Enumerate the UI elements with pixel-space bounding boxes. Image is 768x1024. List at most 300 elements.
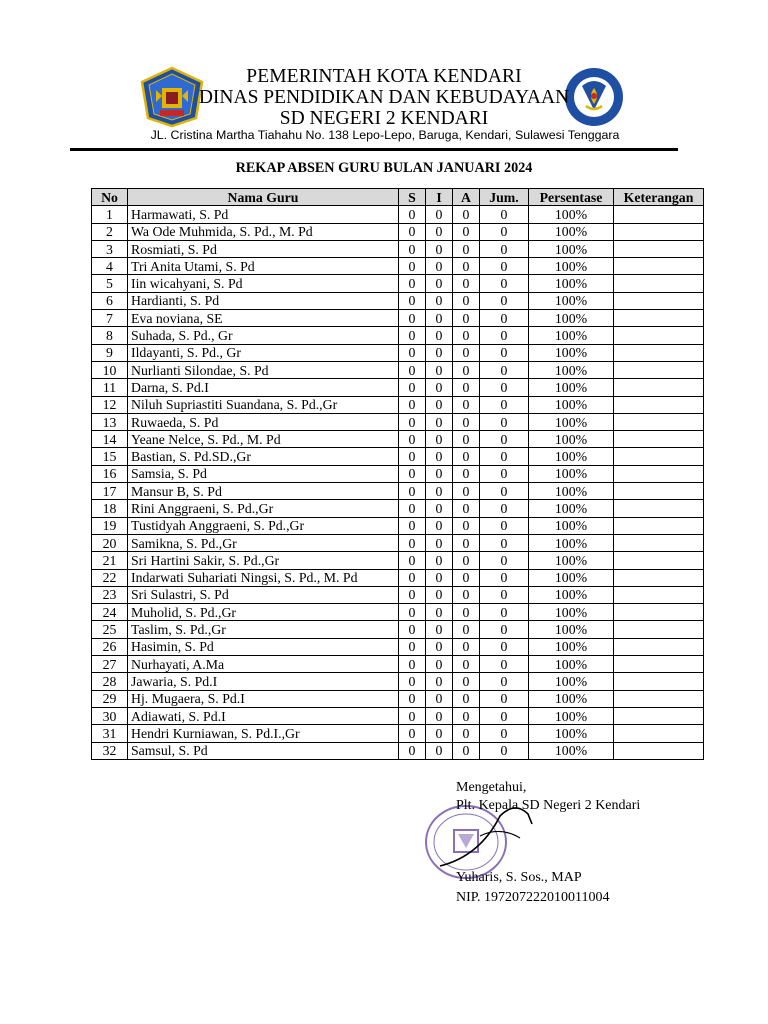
cell-i: 0 bbox=[426, 327, 453, 344]
table-row bbox=[92, 379, 704, 396]
cell-keterangan bbox=[614, 344, 704, 361]
cell-s: 0 bbox=[399, 275, 426, 292]
cell-no: 29 bbox=[92, 690, 128, 707]
signature-acknowledged: Mengetahui, bbox=[456, 780, 527, 795]
table-row bbox=[92, 725, 704, 742]
cell-nama-guru: Darna, S. Pd.I bbox=[128, 379, 399, 396]
cell-jum: 0 bbox=[480, 361, 529, 378]
cell-s: 0 bbox=[399, 344, 426, 361]
cell-keterangan bbox=[614, 448, 704, 465]
cell-keterangan bbox=[614, 483, 704, 500]
cell-persentase: 100% bbox=[529, 534, 614, 551]
table-row bbox=[92, 673, 704, 690]
table-row bbox=[92, 361, 704, 378]
cell-s: 0 bbox=[399, 707, 426, 724]
cell-s: 0 bbox=[399, 638, 426, 655]
table-row bbox=[92, 517, 704, 534]
table-row bbox=[92, 604, 704, 621]
cell-keterangan bbox=[614, 431, 704, 448]
cell-jum: 0 bbox=[480, 431, 529, 448]
cell-s: 0 bbox=[399, 742, 426, 759]
cell-jum: 0 bbox=[480, 500, 529, 517]
cell-keterangan bbox=[614, 725, 704, 742]
cell-nama-guru: Sri Hartini Sakir, S. Pd.,Gr bbox=[128, 552, 399, 569]
cell-keterangan bbox=[614, 465, 704, 482]
cell-s: 0 bbox=[399, 310, 426, 327]
cell-i: 0 bbox=[426, 379, 453, 396]
cell-no: 19 bbox=[92, 517, 128, 534]
cell-s: 0 bbox=[399, 500, 426, 517]
column-header-persentase: Persentase bbox=[529, 189, 614, 206]
cell-a: 0 bbox=[453, 206, 480, 223]
cell-keterangan bbox=[614, 707, 704, 724]
cell-no: 25 bbox=[92, 621, 128, 638]
cell-i: 0 bbox=[426, 707, 453, 724]
cell-no: 22 bbox=[92, 569, 128, 586]
header-address: JL. Cristina Martha Tiahahu No. 138 Lepo-Lepo, Baruga, Kendari, Sulawesi Tenggara bbox=[150, 128, 620, 142]
cell-no: 20 bbox=[92, 534, 128, 551]
cell-jum: 0 bbox=[480, 275, 529, 292]
cell-i: 0 bbox=[426, 656, 453, 673]
cell-a: 0 bbox=[453, 344, 480, 361]
signature-name: Yuharis, S. Sos., MAP bbox=[456, 870, 582, 885]
cell-nama-guru: Rini Anggraeni, S. Pd.,Gr bbox=[128, 500, 399, 517]
table-row bbox=[92, 396, 704, 413]
table-row bbox=[92, 742, 704, 759]
cell-no: 28 bbox=[92, 673, 128, 690]
cell-persentase: 100% bbox=[529, 500, 614, 517]
table-row bbox=[92, 569, 704, 586]
cell-persentase: 100% bbox=[529, 569, 614, 586]
cell-keterangan bbox=[614, 742, 704, 759]
header-department: DINAS PENDIDIKAN DAN KEBUDAYAAN bbox=[198, 87, 570, 108]
cell-jum: 0 bbox=[480, 413, 529, 430]
cell-i: 0 bbox=[426, 569, 453, 586]
cell-s: 0 bbox=[399, 673, 426, 690]
table-row bbox=[92, 344, 704, 361]
cell-s: 0 bbox=[399, 292, 426, 309]
table-row bbox=[92, 310, 704, 327]
cell-keterangan bbox=[614, 396, 704, 413]
cell-no: 5 bbox=[92, 275, 128, 292]
cell-persentase: 100% bbox=[529, 552, 614, 569]
cell-i: 0 bbox=[426, 448, 453, 465]
cell-jum: 0 bbox=[480, 621, 529, 638]
cell-i: 0 bbox=[426, 310, 453, 327]
cell-a: 0 bbox=[453, 379, 480, 396]
cell-i: 0 bbox=[426, 344, 453, 361]
cell-persentase: 100% bbox=[529, 396, 614, 413]
cell-s: 0 bbox=[399, 223, 426, 240]
cell-jum: 0 bbox=[480, 656, 529, 673]
table-row bbox=[92, 292, 704, 309]
cell-a: 0 bbox=[453, 327, 480, 344]
cell-jum: 0 bbox=[480, 448, 529, 465]
cell-keterangan bbox=[614, 534, 704, 551]
cell-jum: 0 bbox=[480, 707, 529, 724]
cell-keterangan bbox=[614, 638, 704, 655]
cell-jum: 0 bbox=[480, 690, 529, 707]
cell-nama-guru: Tustidyah Anggraeni, S. Pd.,Gr bbox=[128, 517, 399, 534]
table-row bbox=[92, 621, 704, 638]
table-row bbox=[92, 483, 704, 500]
cell-a: 0 bbox=[453, 638, 480, 655]
cell-a: 0 bbox=[453, 500, 480, 517]
cell-nama-guru: Jawaria, S. Pd.I bbox=[128, 673, 399, 690]
table-row bbox=[92, 258, 704, 275]
cell-keterangan bbox=[614, 292, 704, 309]
table-row bbox=[92, 656, 704, 673]
table-row bbox=[92, 223, 704, 240]
cell-i: 0 bbox=[426, 483, 453, 500]
cell-no: 1 bbox=[92, 206, 128, 223]
cell-s: 0 bbox=[399, 690, 426, 707]
cell-keterangan bbox=[614, 673, 704, 690]
cell-a: 0 bbox=[453, 552, 480, 569]
cell-nama-guru: Nurhayati, A.Ma bbox=[128, 656, 399, 673]
table-row bbox=[92, 586, 704, 603]
cell-s: 0 bbox=[399, 448, 426, 465]
header-divider bbox=[70, 148, 678, 151]
cell-s: 0 bbox=[399, 258, 426, 275]
column-header-a: A bbox=[453, 189, 480, 206]
cell-jum: 0 bbox=[480, 465, 529, 482]
cell-s: 0 bbox=[399, 413, 426, 430]
cell-a: 0 bbox=[453, 396, 480, 413]
cell-a: 0 bbox=[453, 673, 480, 690]
table-row bbox=[92, 465, 704, 482]
table-row bbox=[92, 534, 704, 551]
cell-a: 0 bbox=[453, 707, 480, 724]
cell-jum: 0 bbox=[480, 552, 529, 569]
cell-a: 0 bbox=[453, 240, 480, 257]
cell-persentase: 100% bbox=[529, 517, 614, 534]
signature-nip: NIP. 197207222010011004 bbox=[456, 890, 610, 905]
cell-i: 0 bbox=[426, 500, 453, 517]
signature-position: Plt. Kepala SD Negeri 2 Kendari bbox=[456, 798, 641, 813]
cell-keterangan bbox=[614, 586, 704, 603]
attendance-table-body bbox=[92, 206, 704, 760]
cell-persentase: 100% bbox=[529, 707, 614, 724]
cell-keterangan bbox=[614, 690, 704, 707]
cell-no: 31 bbox=[92, 725, 128, 742]
cell-persentase: 100% bbox=[529, 379, 614, 396]
cell-persentase: 100% bbox=[529, 292, 614, 309]
cell-i: 0 bbox=[426, 223, 453, 240]
cell-a: 0 bbox=[453, 465, 480, 482]
cell-persentase: 100% bbox=[529, 206, 614, 223]
cell-i: 0 bbox=[426, 690, 453, 707]
cell-a: 0 bbox=[453, 586, 480, 603]
cell-a: 0 bbox=[453, 361, 480, 378]
table-header-row bbox=[92, 189, 704, 206]
cell-nama-guru: Iin wicahyani, S. Pd bbox=[128, 275, 399, 292]
cell-nama-guru: Samsul, S. Pd bbox=[128, 742, 399, 759]
table-row bbox=[92, 552, 704, 569]
cell-jum: 0 bbox=[480, 569, 529, 586]
cell-s: 0 bbox=[399, 431, 426, 448]
cell-a: 0 bbox=[453, 483, 480, 500]
cell-no: 8 bbox=[92, 327, 128, 344]
cell-s: 0 bbox=[399, 656, 426, 673]
cell-no: 2 bbox=[92, 223, 128, 240]
cell-keterangan bbox=[614, 500, 704, 517]
cell-a: 0 bbox=[453, 275, 480, 292]
cell-no: 7 bbox=[92, 310, 128, 327]
cell-persentase: 100% bbox=[529, 638, 614, 655]
cell-jum: 0 bbox=[480, 379, 529, 396]
cell-a: 0 bbox=[453, 725, 480, 742]
cell-persentase: 100% bbox=[529, 448, 614, 465]
cell-nama-guru: Indarwati Suhariati Ningsi, S. Pd., M. Pd bbox=[128, 569, 399, 586]
cell-nama-guru: Niluh Supriastiti Suandana, S. Pd.,Gr bbox=[128, 396, 399, 413]
column-header-i: I bbox=[426, 189, 453, 206]
cell-s: 0 bbox=[399, 552, 426, 569]
cell-i: 0 bbox=[426, 725, 453, 742]
cell-i: 0 bbox=[426, 258, 453, 275]
cell-i: 0 bbox=[426, 292, 453, 309]
header-government: PEMERINTAH KOTA KENDARI bbox=[246, 66, 522, 87]
cell-persentase: 100% bbox=[529, 586, 614, 603]
cell-nama-guru: Bastian, S. Pd.SD.,Gr bbox=[128, 448, 399, 465]
cell-nama-guru: Taslim, S. Pd.,Gr bbox=[128, 621, 399, 638]
cell-nama-guru: Samikna, S. Pd.,Gr bbox=[128, 534, 399, 551]
cell-nama-guru: Samsia, S. Pd bbox=[128, 465, 399, 482]
cell-a: 0 bbox=[453, 448, 480, 465]
cell-i: 0 bbox=[426, 638, 453, 655]
cell-i: 0 bbox=[426, 240, 453, 257]
column-header-no: No bbox=[92, 189, 128, 206]
cell-no: 24 bbox=[92, 604, 128, 621]
cell-keterangan bbox=[614, 310, 704, 327]
cell-jum: 0 bbox=[480, 517, 529, 534]
table-row bbox=[92, 413, 704, 430]
cell-no: 21 bbox=[92, 552, 128, 569]
cell-no: 30 bbox=[92, 707, 128, 724]
cell-no: 23 bbox=[92, 586, 128, 603]
cell-nama-guru: Hasimin, S. Pd bbox=[128, 638, 399, 655]
table-row bbox=[92, 500, 704, 517]
table-row bbox=[92, 707, 704, 724]
cell-jum: 0 bbox=[480, 344, 529, 361]
cell-a: 0 bbox=[453, 621, 480, 638]
attendance-table bbox=[91, 188, 704, 760]
cell-s: 0 bbox=[399, 361, 426, 378]
column-header-jum: Jum. bbox=[480, 189, 529, 206]
cell-s: 0 bbox=[399, 725, 426, 742]
cell-s: 0 bbox=[399, 621, 426, 638]
cell-keterangan bbox=[614, 258, 704, 275]
cell-jum: 0 bbox=[480, 258, 529, 275]
cell-no: 32 bbox=[92, 742, 128, 759]
cell-persentase: 100% bbox=[529, 240, 614, 257]
table-row bbox=[92, 206, 704, 223]
cell-a: 0 bbox=[453, 690, 480, 707]
cell-no: 18 bbox=[92, 500, 128, 517]
cell-s: 0 bbox=[399, 206, 426, 223]
cell-persentase: 100% bbox=[529, 690, 614, 707]
cell-s: 0 bbox=[399, 240, 426, 257]
cell-persentase: 100% bbox=[529, 344, 614, 361]
cell-nama-guru: Hendri Kurniawan, S. Pd.I.,Gr bbox=[128, 725, 399, 742]
cell-nama-guru: Mansur B, S. Pd bbox=[128, 483, 399, 500]
cell-no: 3 bbox=[92, 240, 128, 257]
cell-i: 0 bbox=[426, 604, 453, 621]
cell-i: 0 bbox=[426, 361, 453, 378]
cell-jum: 0 bbox=[480, 396, 529, 413]
cell-i: 0 bbox=[426, 275, 453, 292]
table-row bbox=[92, 327, 704, 344]
cell-s: 0 bbox=[399, 534, 426, 551]
cell-persentase: 100% bbox=[529, 656, 614, 673]
cell-s: 0 bbox=[399, 396, 426, 413]
cell-a: 0 bbox=[453, 310, 480, 327]
table-row bbox=[92, 690, 704, 707]
cell-keterangan bbox=[614, 240, 704, 257]
cell-i: 0 bbox=[426, 552, 453, 569]
cell-nama-guru: Ruwaeda, S. Pd bbox=[128, 413, 399, 430]
table-row bbox=[92, 431, 704, 448]
cell-keterangan bbox=[614, 361, 704, 378]
cell-keterangan bbox=[614, 621, 704, 638]
cell-nama-guru: Adiawati, S. Pd.I bbox=[128, 707, 399, 724]
cell-persentase: 100% bbox=[529, 327, 614, 344]
cell-i: 0 bbox=[426, 534, 453, 551]
cell-persentase: 100% bbox=[529, 604, 614, 621]
cell-no: 9 bbox=[92, 344, 128, 361]
cell-s: 0 bbox=[399, 517, 426, 534]
cell-s: 0 bbox=[399, 604, 426, 621]
cell-persentase: 100% bbox=[529, 465, 614, 482]
cell-a: 0 bbox=[453, 431, 480, 448]
column-header-s: S bbox=[399, 189, 426, 206]
cell-i: 0 bbox=[426, 621, 453, 638]
cell-no: 27 bbox=[92, 656, 128, 673]
cell-jum: 0 bbox=[480, 223, 529, 240]
cell-a: 0 bbox=[453, 569, 480, 586]
cell-persentase: 100% bbox=[529, 413, 614, 430]
cell-s: 0 bbox=[399, 327, 426, 344]
cell-keterangan bbox=[614, 517, 704, 534]
cell-no: 10 bbox=[92, 361, 128, 378]
cell-s: 0 bbox=[399, 569, 426, 586]
cell-persentase: 100% bbox=[529, 621, 614, 638]
cell-i: 0 bbox=[426, 517, 453, 534]
cell-persentase: 100% bbox=[529, 223, 614, 240]
table-row bbox=[92, 275, 704, 292]
cell-i: 0 bbox=[426, 431, 453, 448]
cell-i: 0 bbox=[426, 586, 453, 603]
cell-persentase: 100% bbox=[529, 742, 614, 759]
cell-nama-guru: Nurlianti Silondae, S. Pd bbox=[128, 361, 399, 378]
cell-i: 0 bbox=[426, 396, 453, 413]
cell-s: 0 bbox=[399, 586, 426, 603]
cell-jum: 0 bbox=[480, 240, 529, 257]
cell-jum: 0 bbox=[480, 327, 529, 344]
cell-nama-guru: Muholid, S. Pd.,Gr bbox=[128, 604, 399, 621]
cell-a: 0 bbox=[453, 534, 480, 551]
cell-i: 0 bbox=[426, 673, 453, 690]
cell-keterangan bbox=[614, 223, 704, 240]
cell-nama-guru: Yeane Nelce, S. Pd., M. Pd bbox=[128, 431, 399, 448]
cell-no: 6 bbox=[92, 292, 128, 309]
cell-keterangan bbox=[614, 379, 704, 396]
cell-no: 15 bbox=[92, 448, 128, 465]
cell-keterangan bbox=[614, 656, 704, 673]
cell-nama-guru: Sri Sulastri, S. Pd bbox=[128, 586, 399, 603]
cell-nama-guru: Tri Anita Utami, S. Pd bbox=[128, 258, 399, 275]
column-header-nama-guru: Nama Guru bbox=[128, 189, 399, 206]
cell-jum: 0 bbox=[480, 292, 529, 309]
cell-keterangan bbox=[614, 569, 704, 586]
cell-persentase: 100% bbox=[529, 483, 614, 500]
cell-keterangan bbox=[614, 206, 704, 223]
table-row bbox=[92, 638, 704, 655]
cell-nama-guru: Eva noviana, SE bbox=[128, 310, 399, 327]
cell-a: 0 bbox=[453, 292, 480, 309]
cell-jum: 0 bbox=[480, 638, 529, 655]
cell-persentase: 100% bbox=[529, 673, 614, 690]
cell-no: 26 bbox=[92, 638, 128, 655]
cell-jum: 0 bbox=[480, 604, 529, 621]
cell-jum: 0 bbox=[480, 725, 529, 742]
cell-a: 0 bbox=[453, 604, 480, 621]
cell-nama-guru: Hj. Mugaera, S. Pd.I bbox=[128, 690, 399, 707]
cell-jum: 0 bbox=[480, 483, 529, 500]
cell-keterangan bbox=[614, 413, 704, 430]
table-row bbox=[92, 448, 704, 465]
cell-persentase: 100% bbox=[529, 310, 614, 327]
cell-nama-guru: Wa Ode Muhmida, S. Pd., M. Pd bbox=[128, 223, 399, 240]
cell-no: 4 bbox=[92, 258, 128, 275]
cell-jum: 0 bbox=[480, 586, 529, 603]
cell-nama-guru: Harmawati, S. Pd bbox=[128, 206, 399, 223]
cell-nama-guru: Hardianti, S. Pd bbox=[128, 292, 399, 309]
cell-i: 0 bbox=[426, 742, 453, 759]
cell-persentase: 100% bbox=[529, 725, 614, 742]
cell-no: 14 bbox=[92, 431, 128, 448]
cell-no: 11 bbox=[92, 379, 128, 396]
cell-nama-guru: Ildayanti, S. Pd., Gr bbox=[128, 344, 399, 361]
cell-nama-guru: Suhada, S. Pd., Gr bbox=[128, 327, 399, 344]
cell-a: 0 bbox=[453, 656, 480, 673]
cell-keterangan bbox=[614, 552, 704, 569]
table-row bbox=[92, 240, 704, 257]
cell-i: 0 bbox=[426, 206, 453, 223]
cell-persentase: 100% bbox=[529, 361, 614, 378]
cell-persentase: 100% bbox=[529, 275, 614, 292]
cell-jum: 0 bbox=[480, 534, 529, 551]
cell-no: 12 bbox=[92, 396, 128, 413]
cell-i: 0 bbox=[426, 413, 453, 430]
cell-s: 0 bbox=[399, 465, 426, 482]
cell-nama-guru: Rosmiati, S. Pd bbox=[128, 240, 399, 257]
cell-persentase: 100% bbox=[529, 258, 614, 275]
cell-no: 17 bbox=[92, 483, 128, 500]
cell-jum: 0 bbox=[480, 673, 529, 690]
cell-keterangan bbox=[614, 275, 704, 292]
column-header-keterangan: Keterangan bbox=[614, 189, 704, 206]
cell-a: 0 bbox=[453, 413, 480, 430]
document-title: REKAP ABSEN GURU BULAN JANUARI 2024 bbox=[235, 160, 533, 176]
header-school: SD NEGERI 2 KENDARI bbox=[279, 108, 489, 129]
cell-a: 0 bbox=[453, 223, 480, 240]
cell-a: 0 bbox=[453, 258, 480, 275]
cell-no: 16 bbox=[92, 465, 128, 482]
cell-persentase: 100% bbox=[529, 431, 614, 448]
cell-i: 0 bbox=[426, 465, 453, 482]
cell-keterangan bbox=[614, 327, 704, 344]
